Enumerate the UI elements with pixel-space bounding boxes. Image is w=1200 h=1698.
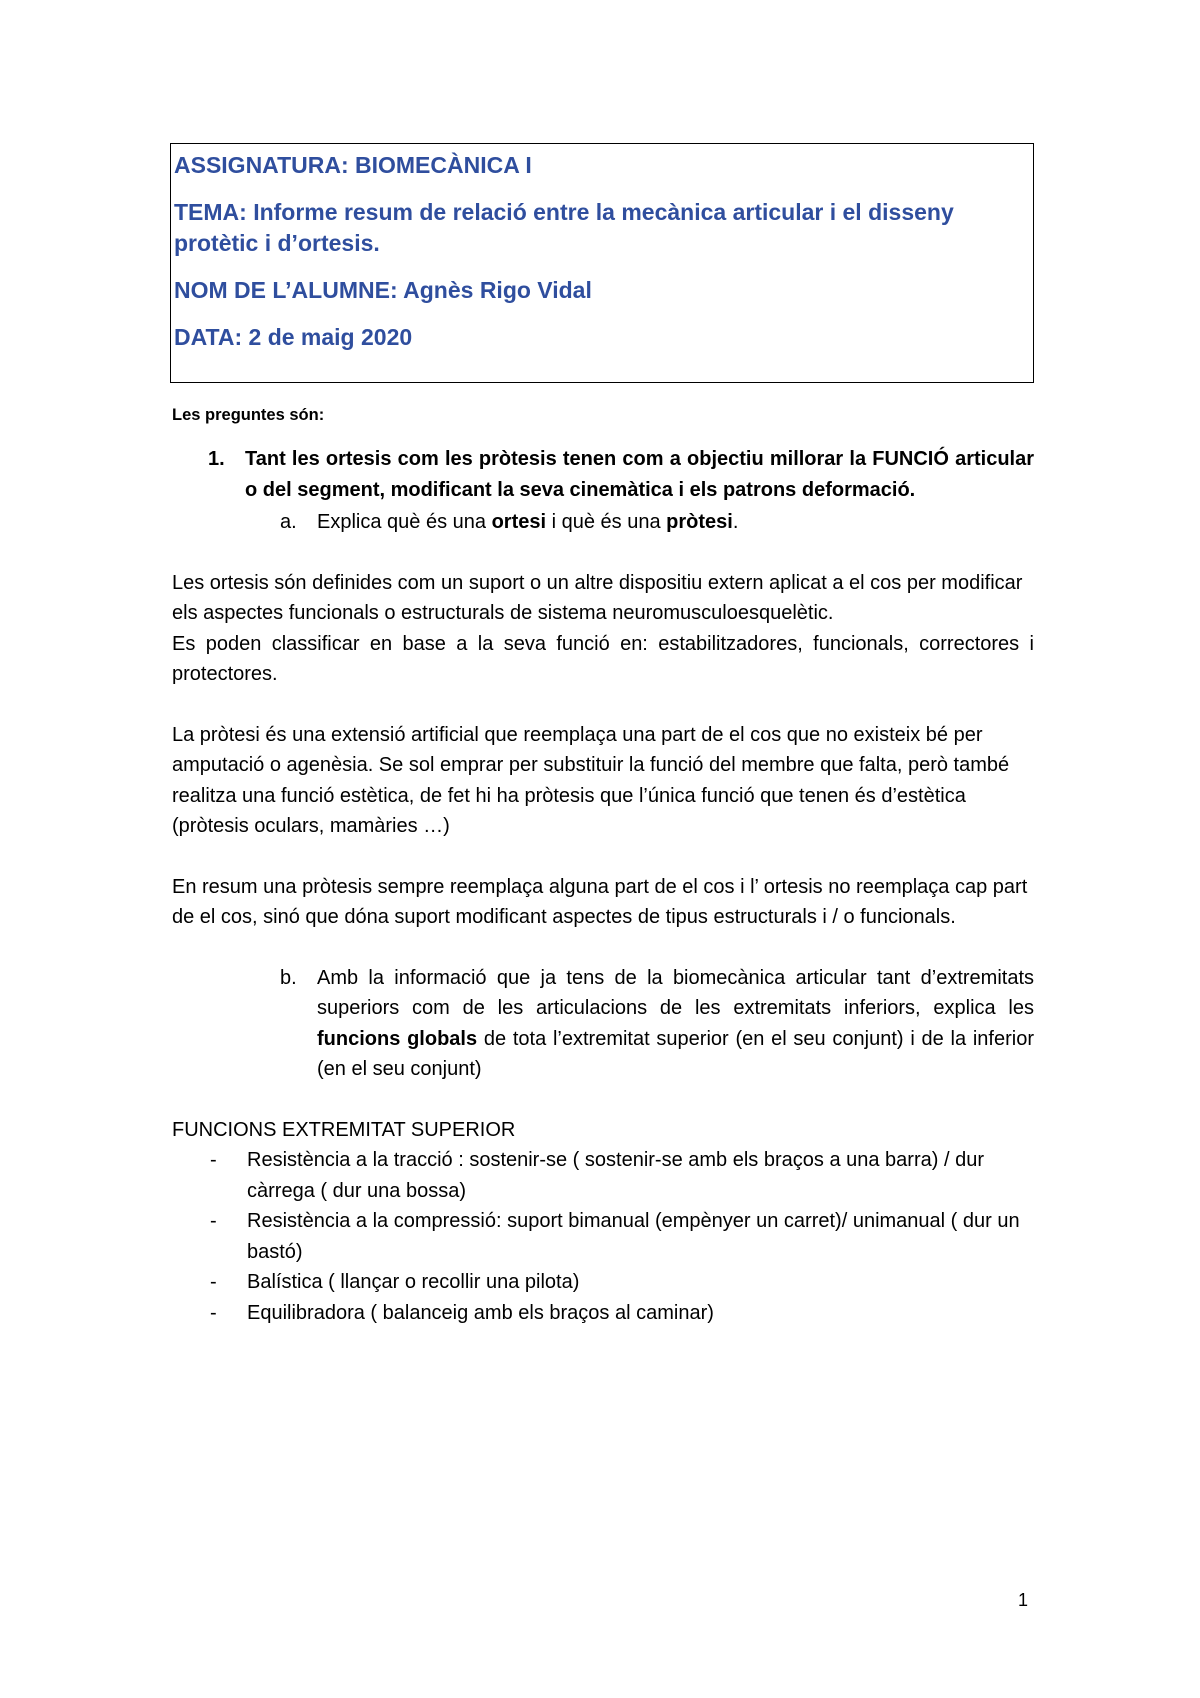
date-line: DATA: 2 de maig 2020: [174, 324, 413, 350]
question-1a-text-1: Explica què és una: [317, 511, 492, 533]
question-1b-text-1: Amb la informació que ja tens de la biomecànica articular tant d’extremitats superiors com de les articulacions de les extremitats inferiors, explica les: [317, 966, 1034, 1019]
question-1: [172, 444, 1034, 505]
question-1a-marker: a.: [280, 511, 297, 533]
dash-bullet: -: [210, 1301, 217, 1324]
list-item-text: Equilibradora ( balanceig amb els braços al caminar): [247, 1301, 714, 1324]
topic-line-1: TEMA: Informe resum de relació entre la mecànica articular i el disseny: [174, 199, 954, 225]
dash-bullet: -: [210, 1149, 217, 1171]
question-1b-text-2: de tota l’extremitat superior (en el seu conjunt) i de la inferior (en el seu conjunt): [317, 1027, 1034, 1080]
list-item-text: Balística ( llançar o recollir una pilota): [247, 1271, 580, 1293]
subject-line: ASSIGNATURA: BIOMECÀNICA I: [174, 152, 532, 178]
list-item: [172, 1206, 1034, 1267]
list-item: [172, 1298, 1034, 1329]
question-1a-text-2: i què és una: [546, 511, 667, 533]
answer-a-paragraph-1b: Es poden classificar en base a la seva funció en: estabilitzadores, funcionals, correctores i protectores.: [172, 632, 1034, 685]
list-item-text: Resistència a la tracció : sostenir-se ( sostenir-se amb els braços a una barra) / dur càrrega ( dur una bossa): [247, 1149, 984, 1202]
intro-text: Les preguntes són:: [172, 406, 325, 424]
functions-list: [172, 1145, 1034, 1328]
list-item: [172, 1267, 1034, 1298]
answer-a-paragraph-2: La pròtesi és una extensió artificial que reemplaça una part de el cos que no existeix bé per amputació o agenèsia. Se sol emprar per substituir la funció del membre que falta, però també realitza una funció estètica, de fet hi ha pròtesis que l’única funció que tenen és d’estètica (pròtesis oculars, mamàries …): [172, 723, 1010, 837]
document-body: [172, 402, 1034, 1328]
question-1a-bold-ortesi: ortesi: [491, 511, 547, 533]
question-1-number: 1.: [208, 448, 225, 470]
list-item: [172, 1145, 1034, 1206]
question-1a: [172, 507, 1034, 538]
list-item-text: Resistència a la compressió: suport bimanual (empènyer un carret)/ unimanual ( dur un bastó): [247, 1210, 1020, 1263]
dash-bullet: -: [210, 1210, 217, 1232]
question-1b-bold: funcions globals: [317, 1027, 478, 1050]
question-1a-bold-protesi: pròtesi: [666, 511, 733, 533]
question-1-text: Tant les ortesis com les pròtesis tenen com a objectiu millorar la FUNCIÓ articular o del segment, modificant la seva cinemàtica i els patrons deformació.: [245, 448, 1034, 501]
functions-title: FUNCIONS EXTREMITAT SUPERIOR: [172, 1118, 516, 1141]
answer-a-paragraph-3: En resum una pròtesis sempre reemplaça alguna part de el cos i l’ ortesis no reemplaça cap part de el cos, sinó que dóna suport modificant aspectes de tipus estructurals i / o funcionals.: [172, 875, 1028, 928]
question-1b: [172, 963, 1034, 1085]
dash-bullet: -: [210, 1271, 217, 1293]
question-1b-marker: b.: [280, 966, 297, 989]
student-name-line: NOM DE L’ALUMNE: Agnès Rigo Vidal: [174, 277, 592, 303]
question-1a-text-3: .: [732, 511, 739, 533]
topic-line-2: protètic i d’ortesis.: [174, 230, 380, 256]
header-box: [170, 143, 1034, 383]
answer-a-paragraph-1: Les ortesis són definides com un suport o un altre dispositiu extern aplicat a el cos per modificar els aspectes funcionals o estructurals de sistema neuromusculoesquelètic.: [172, 571, 1023, 624]
page-number: 1: [1018, 1590, 1029, 1610]
